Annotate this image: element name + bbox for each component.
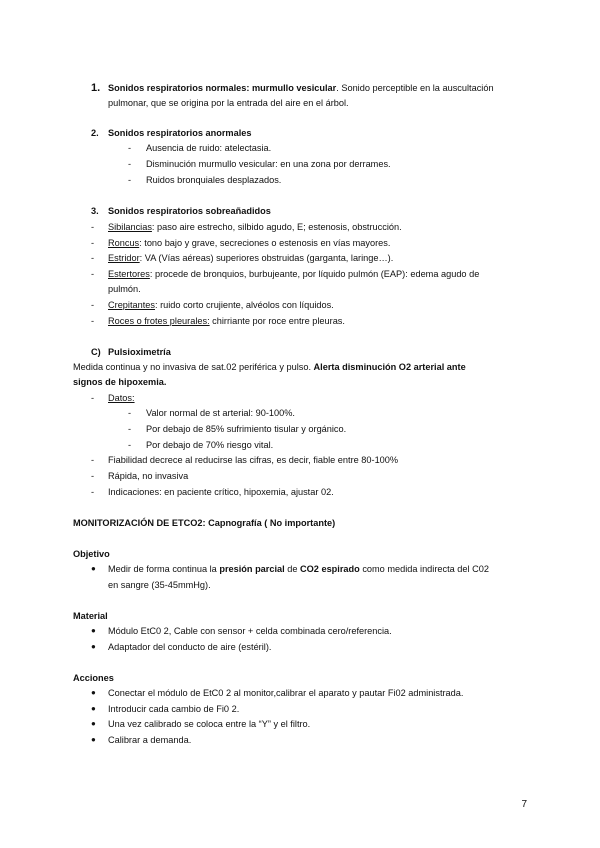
dash-icon: - bbox=[128, 408, 132, 418]
text-bold: CO2 espirado bbox=[300, 564, 360, 574]
list-item: Disminución murmullo vesicular: en una zona por derrames. bbox=[146, 159, 391, 169]
alert-text: Alerta disminución O2 arterial ante bbox=[313, 362, 466, 372]
list-item bbox=[108, 269, 526, 281]
text-bold: presión parcial bbox=[219, 564, 285, 574]
term-text: : procede de bronquios, burbujeante, por líquido pulmón (EAP): edema agudo de bbox=[149, 269, 480, 279]
dash-icon: - bbox=[128, 440, 132, 450]
bullet-icon: ● bbox=[91, 735, 96, 744]
term-text: : ruido corto crujiente, alvéolos con líquidos. bbox=[154, 300, 334, 310]
text-segment: Medir de forma continua la bbox=[108, 564, 220, 574]
list-item: Fiabilidad decrece al reducirse las cifras, es decir, fiable entre 80-100% bbox=[108, 455, 399, 465]
bullet-icon: ● bbox=[91, 626, 96, 635]
list-item: Conectar el módulo de EtC0 2 al monitor,calibrar el aparato y pautar Fi02 administrada. bbox=[108, 688, 464, 698]
objetivo-title: Objetivo bbox=[73, 549, 110, 559]
section-added-sounds bbox=[91, 206, 271, 218]
dash-icon: - bbox=[91, 455, 95, 465]
section-title: Sonidos respiratorios anormales bbox=[108, 128, 252, 138]
bullet-icon: ● bbox=[91, 704, 96, 713]
list-item: Introducir cada cambio de Fi0 2. bbox=[108, 704, 240, 714]
section-title: Pulsioximetría bbox=[108, 347, 171, 357]
list-item bbox=[108, 238, 390, 250]
section-normal-sounds bbox=[91, 81, 524, 95]
list-item: Ruidos bronquiales desplazados. bbox=[146, 175, 282, 185]
list-item: Rápida, no invasiva bbox=[108, 471, 189, 481]
section-abnormal-sounds bbox=[91, 128, 251, 140]
section-number: 1. bbox=[91, 82, 101, 94]
intro-text: Medida continua y no invasiva de sat.02 periférica y pulso. bbox=[73, 362, 314, 372]
term: Roces o frotes pleurales: bbox=[108, 316, 210, 326]
bullet-icon: ● bbox=[91, 688, 96, 697]
list-item bbox=[108, 253, 393, 265]
dash-icon: - bbox=[91, 238, 95, 248]
section-pulsioximetria bbox=[91, 347, 171, 359]
list-item: Una vez calibrado se coloca entre la “Y” y el filtro. bbox=[108, 719, 311, 729]
dash-icon: - bbox=[91, 487, 95, 497]
dash-icon: - bbox=[91, 222, 95, 232]
list-item: Módulo EtC0 2, Cable con sensor + celda combinada cero/referencia. bbox=[108, 626, 392, 636]
list-item bbox=[108, 222, 402, 234]
dash-icon: - bbox=[91, 393, 95, 403]
text-segment: como medida indirecta del C02 bbox=[359, 564, 489, 574]
term-text: chirriante por roce entre pleuras. bbox=[209, 316, 345, 326]
section-number: 3. bbox=[91, 206, 99, 216]
bullet-icon: ● bbox=[91, 719, 96, 728]
etco2-heading: MONITORIZACIÓN DE ETCO2: Capnografía ( No importante) bbox=[73, 518, 336, 528]
pulsioximetria-intro bbox=[73, 362, 526, 374]
objetivo-text bbox=[108, 564, 489, 576]
section-text: . Sonido perceptible en la auscultación bbox=[336, 83, 494, 93]
list-item: Valor normal de st arterial: 90-100%. bbox=[146, 408, 295, 418]
list-item bbox=[108, 316, 345, 328]
term-text: : VA (Vías aéreas) superiores obstruidas (garganta, laringe…). bbox=[139, 253, 394, 263]
term: Estertores bbox=[108, 269, 150, 279]
dash-icon: - bbox=[91, 269, 95, 279]
list-item: Por debajo de 70% riesgo vital. bbox=[146, 440, 274, 450]
term: Crepitantes bbox=[108, 300, 155, 310]
dash-icon: - bbox=[91, 471, 95, 481]
term-text: : paso aire estrecho, silbido agudo, E; estenosis, obstrucción. bbox=[151, 222, 402, 232]
material-title: Material bbox=[73, 611, 108, 621]
acciones-title: Acciones bbox=[73, 673, 114, 683]
term-text-continued: pulmón. bbox=[108, 284, 141, 294]
term: Estridor bbox=[108, 253, 140, 263]
term: Roncus bbox=[108, 238, 140, 248]
dash-icon: - bbox=[128, 143, 132, 153]
bullet-icon: ● bbox=[91, 564, 96, 573]
list-item: Calibrar a demanda. bbox=[108, 735, 192, 745]
list-item: Ausencia de ruido: atelectasia. bbox=[146, 143, 272, 153]
alert-text-line2: signos de hipoxemia. bbox=[73, 377, 167, 387]
term-text: : tono bajo y grave, secreciones o estenosis en vías mayores. bbox=[139, 238, 391, 248]
dash-icon: - bbox=[91, 316, 95, 326]
section-number: 2. bbox=[91, 128, 99, 138]
text-segment: de bbox=[284, 564, 301, 574]
bullet-icon: ● bbox=[91, 642, 96, 651]
page-number: 7 bbox=[521, 799, 527, 810]
section-label: C) bbox=[91, 347, 101, 357]
list-item: Indicaciones: en paciente crítico, hipoxemia, ajustar 02. bbox=[108, 487, 334, 497]
list-item: Adaptador del conducto de aire (estéril). bbox=[108, 642, 272, 652]
term: Sibilancias bbox=[108, 222, 152, 232]
section-title: Sonidos respiratorios sobreañadidos bbox=[108, 206, 271, 216]
section-text-line2: pulmonar, que se origina por la entrada del aire en el árbol. bbox=[108, 98, 349, 108]
section-title: Sonidos respiratorios normales: murmullo vesicular bbox=[108, 83, 337, 93]
dash-icon: - bbox=[128, 175, 132, 185]
datos-label: Datos: bbox=[108, 393, 135, 403]
dash-icon: - bbox=[91, 253, 95, 263]
dash-icon: - bbox=[128, 159, 132, 169]
dash-icon: - bbox=[91, 300, 95, 310]
dash-icon: - bbox=[128, 424, 132, 434]
list-item: Por debajo de 85% sufrimiento tisular y orgánico. bbox=[146, 424, 347, 434]
objetivo-text-line2: en sangre (35-45mmHg). bbox=[108, 580, 211, 590]
list-item bbox=[108, 300, 334, 312]
